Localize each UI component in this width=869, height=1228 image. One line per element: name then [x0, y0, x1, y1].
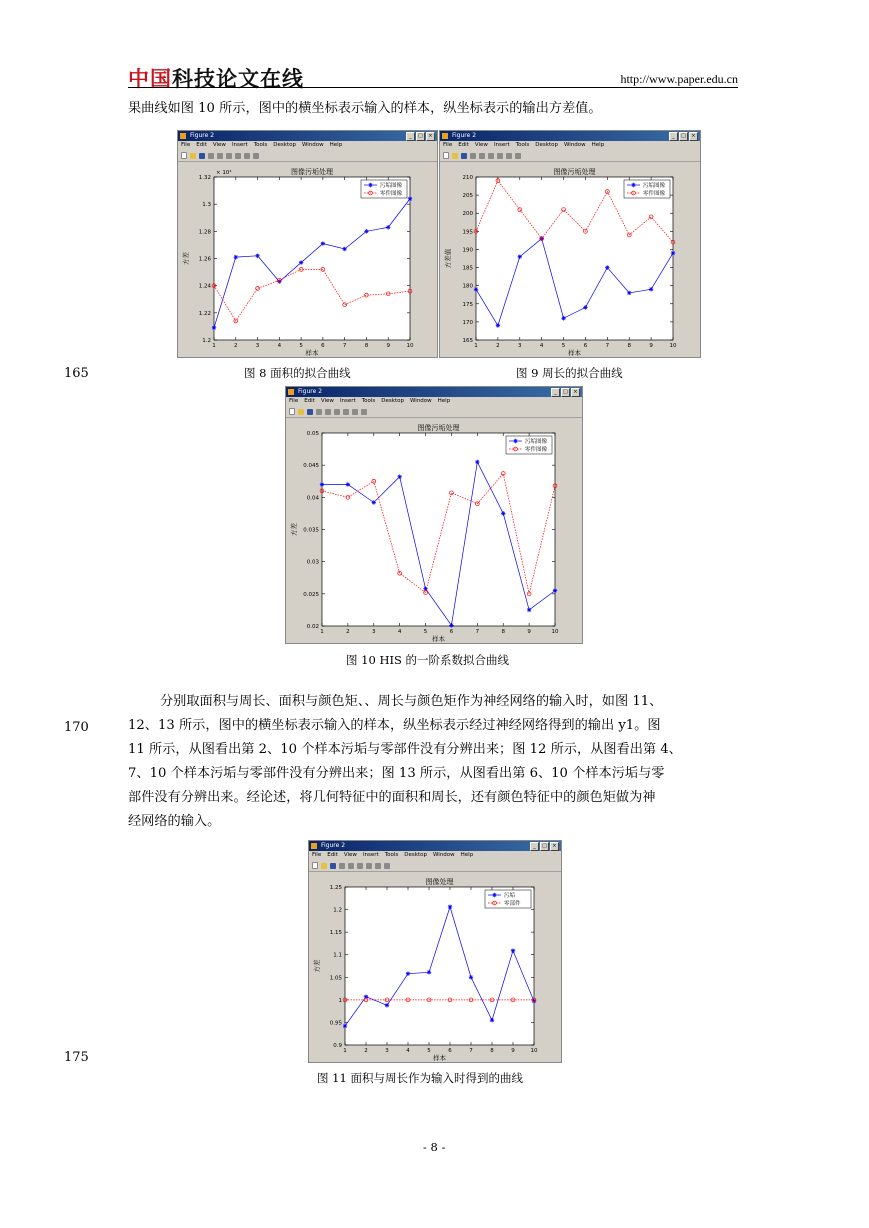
save-icon[interactable]: [307, 409, 313, 415]
matlab-icon: [288, 389, 294, 395]
menu-edit[interactable]: Edit: [304, 398, 315, 404]
x-tick-label: 1: [212, 343, 216, 349]
legend-label: 污垢图像: [525, 439, 548, 445]
x-tick-label: 3: [255, 343, 260, 349]
data-point-dirt: [518, 254, 522, 258]
maximize-button[interactable]: □: [416, 132, 425, 141]
chart-legend: [485, 890, 531, 908]
legend-label: 零件图像: [380, 191, 403, 197]
menu-window[interactable]: Window: [563, 142, 586, 148]
zoom-in-icon[interactable]: [334, 409, 340, 415]
x-tick-label: 1: [343, 1048, 347, 1054]
pan-icon[interactable]: [375, 863, 381, 869]
figure-toolbar: [286, 406, 582, 418]
menu-desktop[interactable]: Desktop: [404, 852, 427, 858]
x-tick-label: 9: [527, 629, 531, 635]
pointer-icon[interactable]: [348, 863, 354, 869]
y-tick-label: 0.05: [306, 431, 319, 437]
open-folder-icon[interactable]: [190, 153, 196, 159]
y-exponent-label: × 10⁴: [216, 170, 232, 176]
data-point-dirt: [212, 326, 216, 330]
menu-file[interactable]: File: [289, 398, 299, 404]
pointer-icon[interactable]: [325, 409, 331, 415]
x-tick-label: 2: [234, 343, 238, 349]
menu-desktop[interactable]: Desktop: [273, 142, 296, 148]
header-rule: [128, 87, 738, 88]
x-tick-label: 1: [320, 629, 324, 635]
x-tick-label: 5: [423, 629, 428, 635]
x-tick-label: 4: [277, 343, 282, 349]
x-tick-label: 2: [496, 343, 500, 349]
window-title: Figure 2: [321, 842, 346, 849]
menu-file[interactable]: File: [312, 852, 322, 858]
y-axis-label: 方差: [290, 523, 298, 536]
plot-area: [214, 177, 410, 340]
data-point-dirt: [385, 1003, 389, 1007]
paragraph-line-6: 经网络的输入。: [128, 814, 221, 829]
plot-area: [345, 887, 534, 1045]
menu-view[interactable]: View: [474, 142, 488, 148]
x-tick-label: 5: [561, 343, 566, 349]
open-folder-icon[interactable]: [321, 863, 327, 869]
window-titlebar: [440, 131, 700, 141]
intro-line: 果曲线如图 10 所示，图中的横坐标表示输入的样本，纵坐标表示的输出方差值。: [128, 101, 602, 116]
y-tick-label: 1.3: [202, 202, 211, 209]
data-point-dirt: [469, 975, 473, 979]
maximize-button[interactable]: □: [540, 842, 549, 851]
y-tick-label: 0.02: [306, 624, 319, 630]
x-tick-label: 8: [364, 343, 369, 349]
x-tick-label: 4: [406, 1048, 410, 1054]
figure-toolbar: [440, 150, 700, 162]
menu-desktop[interactable]: Desktop: [535, 142, 558, 148]
data-point-dirt: [299, 260, 303, 264]
legend-marker: [492, 893, 496, 897]
page-number: - 8 -: [423, 1140, 446, 1154]
line-number-175: 175: [64, 1050, 89, 1065]
matlab-icon: [442, 133, 448, 139]
new-file-icon[interactable]: [443, 152, 449, 159]
x-axis-label: 样本: [568, 349, 581, 357]
chart-legend: [506, 436, 552, 454]
y-tick-label: 0.045: [303, 463, 319, 470]
data-point-dirt: [386, 225, 390, 229]
menu-insert[interactable]: Insert: [362, 852, 379, 858]
y-tick-label: 1.26: [198, 256, 211, 263]
y-tick-label: 1.24: [198, 283, 211, 290]
data-point-dirt: [496, 323, 500, 327]
print-icon[interactable]: [316, 409, 322, 415]
y-tick-label: 1.2: [202, 338, 211, 344]
figure-window-fig8: [177, 130, 438, 358]
x-tick-label: 7: [475, 629, 480, 635]
chart-title: 图像污垢处理: [553, 168, 596, 176]
data-point-dirt: [364, 229, 368, 233]
y-tick-label: 0.035: [303, 527, 319, 534]
x-tick-label: 9: [386, 343, 390, 349]
y-tick-label: 1.15: [329, 930, 342, 937]
menu-tools[interactable]: Tools: [253, 142, 268, 148]
y-tick-label: 190: [462, 247, 473, 254]
close-button[interactable]: ×: [426, 132, 435, 141]
zoom-in-icon[interactable]: [488, 153, 494, 159]
data-point-dirt: [671, 251, 675, 255]
data-point-dirt: [255, 254, 259, 258]
chart-title: 图像污垢处理: [417, 424, 460, 432]
rotate-icon[interactable]: [515, 153, 521, 159]
journal-logo: [128, 63, 304, 93]
pan-icon[interactable]: [352, 409, 358, 415]
menu-insert[interactable]: Insert: [339, 398, 356, 404]
window-title: Figure 2: [190, 132, 215, 139]
data-point-dirt: [475, 460, 479, 464]
y-tick-label: 175: [462, 301, 473, 308]
legend-label: 零件图像: [525, 447, 548, 453]
legend-label: 污垢图像: [380, 183, 403, 189]
window-title: Figure 2: [452, 132, 477, 139]
rotate-icon[interactable]: [253, 153, 259, 159]
menu-view[interactable]: View: [212, 142, 226, 148]
x-tick-label: 8: [490, 1048, 494, 1054]
menu-tools[interactable]: Tools: [384, 852, 399, 858]
x-tick-label: 7: [605, 343, 610, 349]
y-tick-label: 0.95: [329, 1020, 342, 1027]
y-tick-label: 1.1: [333, 952, 342, 959]
zoom-out-icon[interactable]: [366, 863, 372, 869]
x-axis-label: 样本: [432, 635, 445, 643]
chart-title: 图像污垢处理: [291, 168, 333, 176]
close-button[interactable]: ×: [571, 388, 580, 397]
minimize-button[interactable]: _: [406, 132, 415, 141]
print-icon[interactable]: [208, 153, 214, 159]
rotate-icon[interactable]: [384, 863, 390, 869]
x-tick-label: 2: [346, 629, 350, 635]
menu-edit[interactable]: Edit: [196, 142, 207, 148]
menu-bar: [178, 141, 437, 150]
y-tick-label: 0.025: [303, 591, 319, 598]
data-point-dirt: [490, 1018, 494, 1022]
x-tick-label: 10: [530, 1048, 538, 1054]
chart-legend: [624, 180, 670, 198]
pan-icon[interactable]: [506, 153, 512, 159]
y-tick-label: 0.03: [306, 559, 319, 566]
x-tick-label: 4: [397, 629, 402, 635]
x-tick-label: 1: [474, 343, 478, 349]
x-tick-label: 5: [427, 1048, 431, 1054]
y-tick-label: 185: [462, 265, 473, 272]
save-icon[interactable]: [330, 863, 336, 869]
menu-view[interactable]: View: [343, 852, 357, 858]
rotate-icon[interactable]: [361, 409, 367, 415]
x-axis-label: 样本: [433, 1054, 446, 1062]
new-file-icon[interactable]: [312, 862, 318, 869]
print-icon[interactable]: [470, 153, 476, 159]
open-folder-icon[interactable]: [452, 153, 458, 159]
plot-area: [476, 177, 673, 340]
menu-tools[interactable]: Tools: [361, 398, 376, 404]
data-point-dirt: [346, 482, 350, 486]
paragraph-line-5: 部件没有分辨出来。经论述，将几何特征中的面积和周长，还有颜色特征中的颜色矩做为神: [128, 790, 656, 805]
data-point-dirt: [449, 623, 453, 627]
data-point-dirt: [605, 265, 609, 269]
pan-icon[interactable]: [244, 153, 250, 159]
x-tick-label: 4: [539, 343, 544, 349]
chart-fig8: [178, 162, 437, 358]
x-tick-label: 10: [406, 343, 414, 349]
x-axis-label: 样本: [305, 349, 319, 357]
menu-edit[interactable]: Edit: [327, 852, 338, 858]
x-tick-label: 2: [364, 1048, 368, 1054]
menu-help[interactable]: Help: [591, 142, 605, 148]
y-tick-label: 165: [462, 338, 473, 344]
header-url[interactable]: http://www.paper.edu.cn: [620, 72, 738, 86]
menu-file[interactable]: File: [181, 142, 191, 148]
data-point-dirt: [474, 287, 478, 291]
y-axis-label: 方差值: [444, 248, 452, 269]
y-tick-label: 1: [338, 997, 342, 1004]
zoom-out-icon[interactable]: [235, 153, 241, 159]
x-tick-label: 6: [583, 343, 588, 349]
data-point-dirt: [527, 608, 531, 612]
menu-desktop[interactable]: Desktop: [381, 398, 404, 404]
data-point-dirt: [342, 247, 346, 251]
paragraph-line-4: 7、10 个样本污垢与零部件没有分辨出来；图 13 所示，从图看出第 6、10 个样本污垢与零: [128, 766, 665, 781]
data-point-dirt: [561, 316, 565, 320]
x-tick-label: 7: [469, 1048, 473, 1054]
data-point-dirt: [320, 482, 324, 486]
plot-area: [322, 433, 555, 626]
data-point-dirt: [511, 948, 515, 952]
open-folder-icon[interactable]: [298, 409, 304, 415]
figure-toolbar: [309, 860, 561, 872]
data-point-dirt: [448, 905, 452, 909]
menu-edit[interactable]: Edit: [458, 142, 469, 148]
window-titlebar: [178, 131, 437, 141]
legend-label: 零件图像: [643, 191, 666, 197]
menu-window[interactable]: Window: [432, 852, 455, 858]
zoom-out-icon[interactable]: [497, 153, 503, 159]
y-tick-label: 1.25: [329, 885, 342, 891]
save-icon[interactable]: [199, 153, 205, 159]
matlab-icon: [180, 133, 186, 139]
logo-red-part: 中国: [128, 67, 172, 91]
menu-insert[interactable]: Insert: [231, 142, 248, 148]
x-tick-label: 8: [501, 629, 505, 635]
close-button[interactable]: ×: [689, 132, 698, 141]
data-point-dirt: [406, 971, 410, 975]
y-tick-label: 170: [462, 319, 473, 326]
x-tick-label: 8: [627, 343, 631, 349]
menu-help[interactable]: Help: [437, 398, 451, 404]
x-tick-label: 6: [449, 629, 454, 635]
window-titlebar: [286, 387, 582, 397]
menu-insert[interactable]: Insert: [493, 142, 510, 148]
figure-window-fig9: [439, 130, 701, 358]
legend-marker: [631, 183, 635, 187]
x-tick-label: 3: [518, 343, 522, 349]
x-tick-label: 3: [372, 629, 376, 635]
legend-marker: [368, 183, 372, 187]
x-tick-label: 5: [299, 343, 303, 349]
pointer-icon[interactable]: [217, 153, 223, 159]
menu-window[interactable]: Window: [301, 142, 324, 148]
chart-fig10: [286, 418, 582, 644]
legend-label: 污垢: [504, 893, 516, 899]
y-axis-label: 方差: [182, 252, 190, 265]
chart-legend: [361, 180, 407, 198]
minimize-button[interactable]: _: [530, 842, 539, 851]
matlab-icon: [311, 843, 317, 849]
x-tick-label: 10: [669, 343, 677, 349]
data-point-dirt: [649, 287, 653, 291]
y-tick-label: 1.2: [333, 907, 342, 914]
paragraph-line-3: 11 所示，从图看出第 2、10 个样本污垢与零部件没有分辨出来；图 12 所示，从图看出第 4、: [128, 742, 682, 757]
x-tick-label: 6: [321, 343, 325, 349]
print-icon[interactable]: [339, 863, 345, 869]
close-button[interactable]: ×: [550, 842, 559, 851]
paragraph-line-2: 12、13 所示，图中的横坐标表示输入的样本，纵坐标表示经过神经网络得到的输出 y1。图: [128, 718, 661, 733]
figure-toolbar: [178, 150, 437, 162]
x-tick-label: 10: [551, 629, 559, 635]
data-point-dirt: [427, 970, 431, 974]
data-point-dirt: [553, 588, 557, 592]
y-tick-label: 1.32: [198, 175, 211, 181]
legend-label: 污垢图像: [643, 183, 666, 189]
menu-tools[interactable]: Tools: [515, 142, 530, 148]
figure-window-fig10: [285, 386, 583, 644]
zoom-in-icon[interactable]: [226, 153, 232, 159]
menu-help[interactable]: Help: [460, 852, 474, 858]
y-tick-label: 205: [462, 193, 473, 200]
y-tick-label: 1.05: [329, 975, 342, 982]
x-tick-label: 9: [511, 1048, 515, 1054]
chart-fig9: [440, 162, 700, 358]
data-point-dirt: [501, 511, 505, 515]
data-point-dirt: [408, 197, 412, 201]
legend-label: 零部件: [504, 901, 521, 907]
caption-fig10: 图 10 HIS 的一阶系数拟合曲线: [346, 653, 510, 667]
minimize-button[interactable]: _: [551, 388, 560, 397]
y-axis-label: 方差: [313, 959, 321, 973]
maximize-button[interactable]: □: [679, 132, 688, 141]
y-tick-label: 200: [462, 211, 473, 218]
window-title: Figure 2: [298, 388, 323, 395]
legend-marker: [513, 439, 517, 443]
caption-fig11: 图 11 面积与周长作为输入时得到的曲线: [317, 1071, 523, 1085]
menu-bar: [286, 397, 582, 406]
data-point-dirt: [372, 500, 376, 504]
y-tick-label: 0.04: [306, 495, 319, 502]
data-point-dirt: [321, 241, 325, 245]
logo-black-part: 科技论文在线: [172, 67, 304, 91]
data-point-dirt: [397, 475, 401, 479]
y-tick-label: 0.9: [333, 1043, 342, 1049]
y-tick-label: 210: [462, 175, 473, 181]
x-tick-label: 7: [342, 343, 347, 349]
data-point-dirt: [343, 1024, 347, 1028]
chart-fig11: [309, 872, 561, 1063]
figure-window-fig11: [308, 840, 562, 1063]
menu-help[interactable]: Help: [329, 142, 343, 148]
maximize-button[interactable]: □: [561, 388, 570, 397]
data-point-dirt: [234, 255, 238, 259]
zoom-out-icon[interactable]: [343, 409, 349, 415]
zoom-in-icon[interactable]: [357, 863, 363, 869]
minimize-button[interactable]: _: [669, 132, 678, 141]
y-tick-label: 1.22: [198, 310, 211, 317]
line-number-170: 170: [64, 720, 89, 735]
menu-window[interactable]: Window: [409, 398, 432, 404]
window-titlebar: [309, 841, 561, 851]
pointer-icon[interactable]: [479, 153, 485, 159]
y-tick-label: 180: [462, 283, 473, 290]
data-point-dirt: [583, 305, 587, 309]
menu-file[interactable]: File: [443, 142, 453, 148]
x-tick-label: 6: [448, 1048, 452, 1054]
menu-bar: [440, 141, 700, 150]
caption-fig8: 图 8 面积的拟合曲线: [244, 366, 351, 380]
paragraph-line-1: 分别取面积与周长、面积与颜色矩、、周长与颜色矩作为神经网络的输入时，如图 11、: [160, 694, 663, 709]
new-file-icon[interactable]: [181, 152, 187, 159]
menu-view[interactable]: View: [320, 398, 334, 404]
y-tick-label: 1.28: [198, 229, 211, 236]
save-icon[interactable]: [461, 153, 467, 159]
new-file-icon[interactable]: [289, 408, 295, 415]
data-point-dirt: [423, 586, 427, 590]
y-tick-label: 195: [462, 229, 473, 236]
line-number-165: 165: [64, 366, 89, 381]
menu-bar: [309, 851, 561, 860]
x-tick-label: 9: [649, 343, 653, 349]
x-tick-label: 3: [385, 1048, 389, 1054]
data-point-dirt: [627, 291, 631, 295]
caption-fig9: 图 9 周长的拟合曲线: [516, 366, 623, 380]
chart-title: 图像处理: [425, 878, 454, 886]
